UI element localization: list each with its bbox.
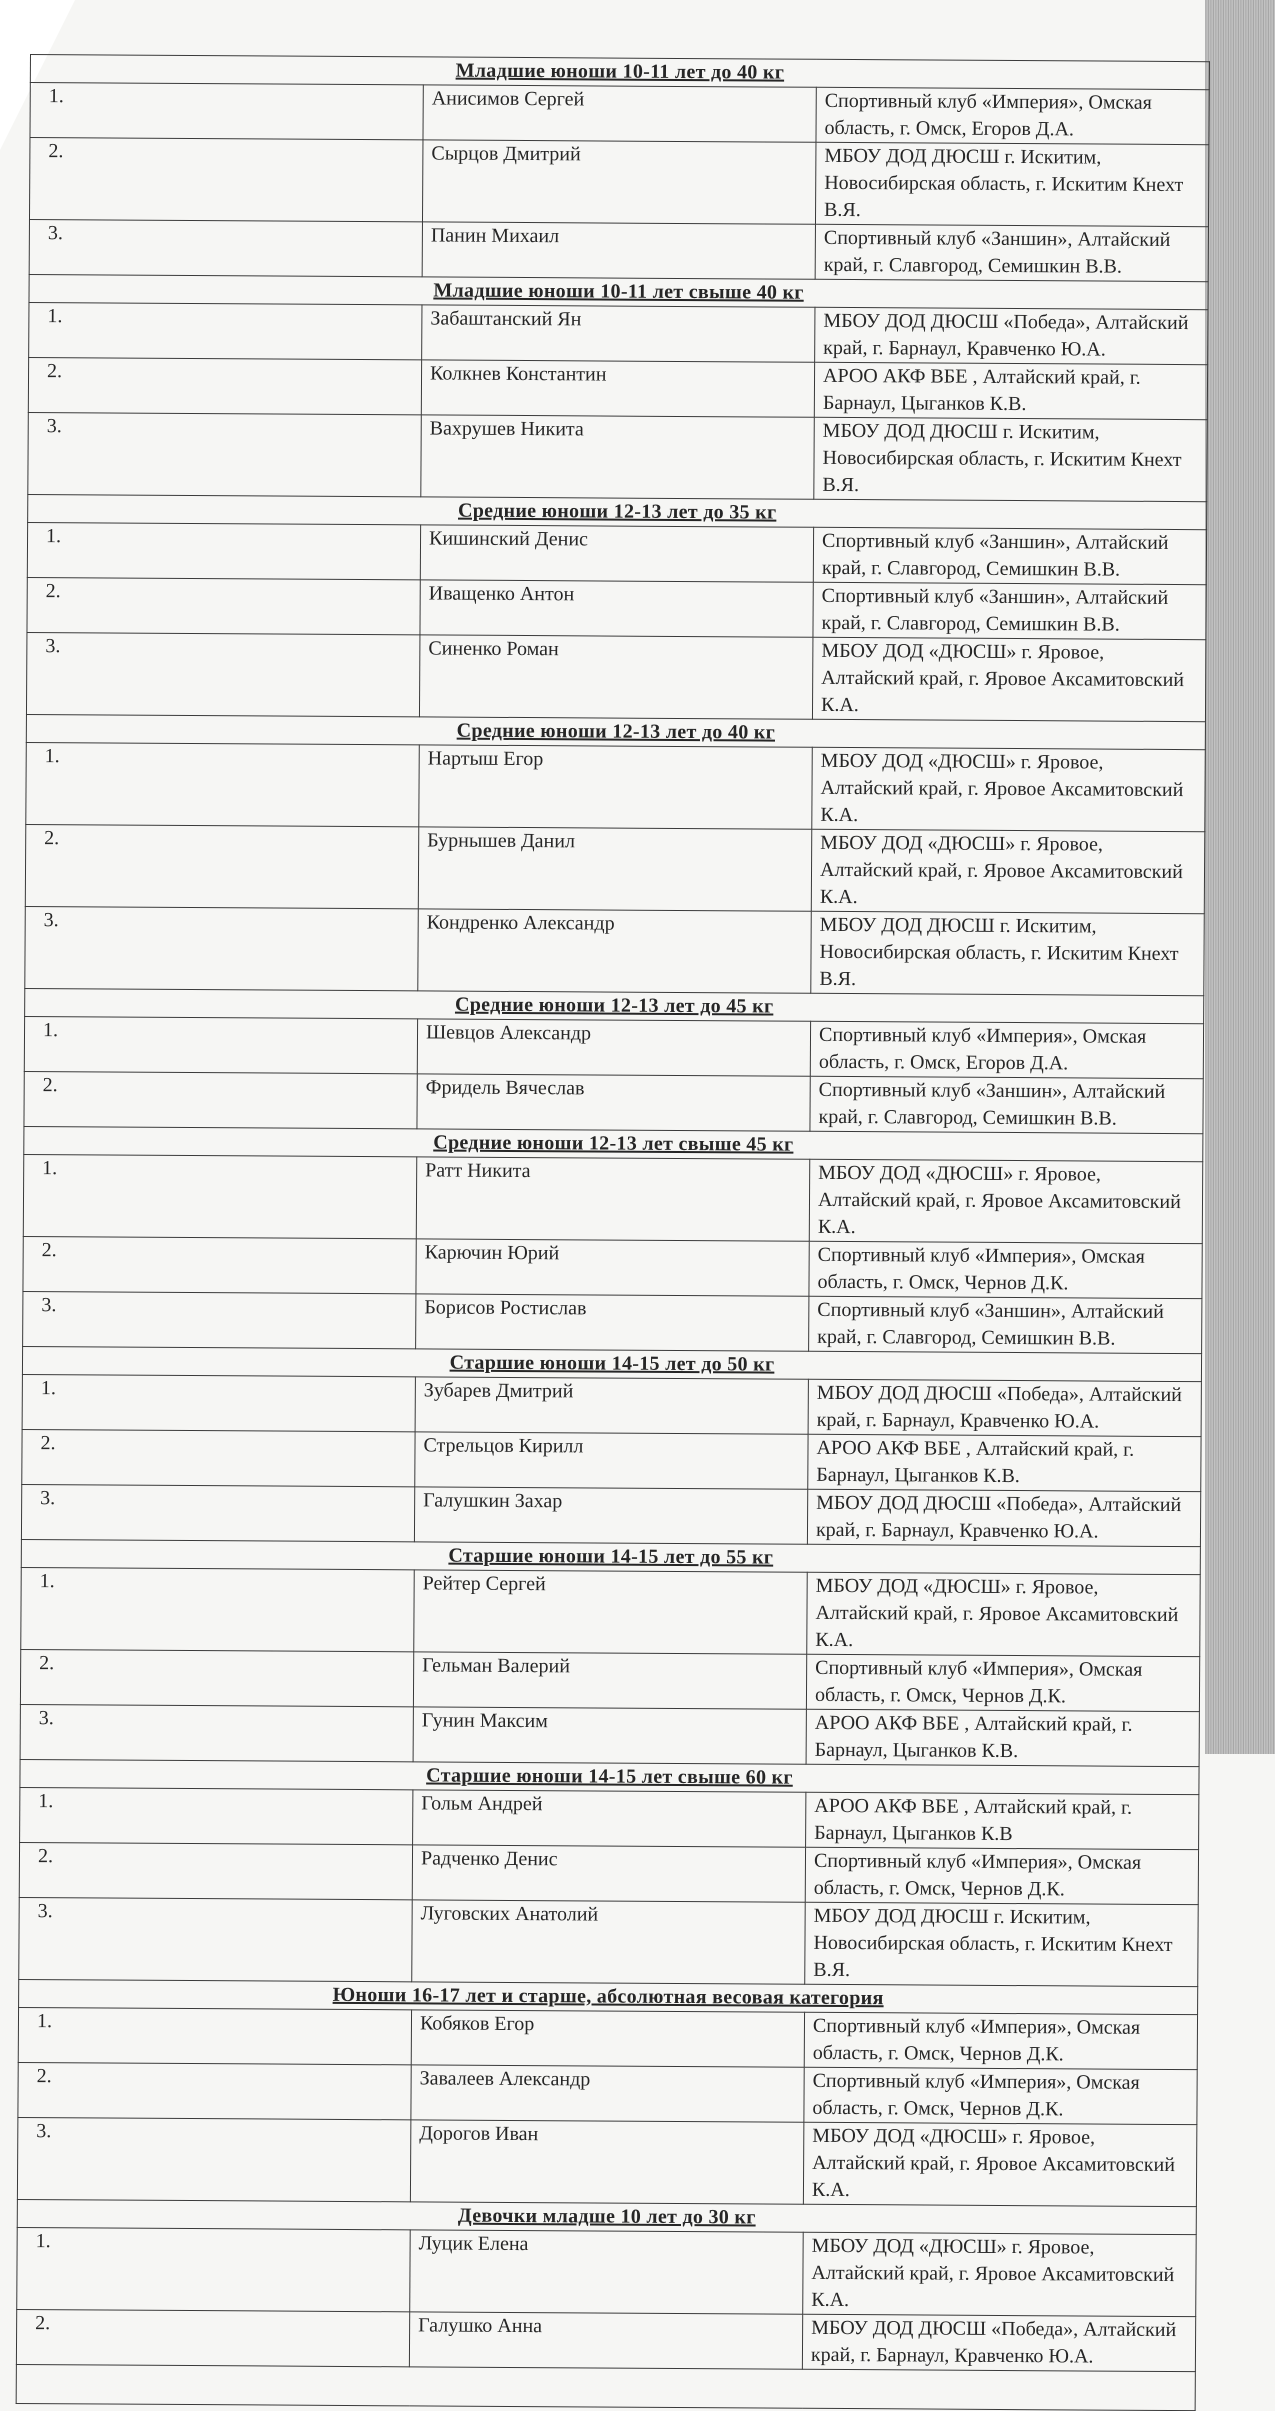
place-cell: 1.: [20, 1787, 413, 1844]
category-title: Средние юноши 12-13 лет свыше 45 кг: [24, 1126, 1203, 1161]
empty-row: [16, 2364, 1195, 2410]
club-cell: МБОУ ДОД ДЮСШ г. Искитим, Новосибирская область, г. Искитим Кнехт В.Я.: [815, 142, 1208, 226]
place-cell: 3.: [29, 219, 422, 276]
athlete-name-cell: Сырцов Дмитрий: [422, 140, 815, 224]
athlete-name-cell: Бурнышев Данил: [418, 827, 811, 911]
results-sheet: [16, 54, 1210, 2411]
athlete-name-cell: Забаштанский Ян: [422, 305, 815, 362]
place-cell: 2.: [22, 1429, 415, 1486]
club-cell: Спортивный клуб «Империя», Омская область, г. Омск, Егоров Д.А.: [810, 1021, 1203, 1078]
place-cell: 1.: [26, 742, 419, 826]
place-cell: 1.: [24, 1016, 417, 1073]
empty-cell: [16, 2364, 1195, 2410]
athlete-name-cell: Иващенко Антон: [420, 580, 813, 637]
athlete-name-cell: Панин Михаил: [422, 222, 815, 279]
club-cell: МБОУ ДОД «ДЮСШ» г. Яровое, Алтайский край, г. Яровое Аксамитовский К.А.: [812, 637, 1205, 721]
table-row: [20, 1704, 1199, 1766]
place-cell: 3.: [25, 906, 418, 990]
place-cell: 1.: [29, 302, 422, 359]
place-cell: 2.: [28, 357, 421, 414]
table-row: [19, 1842, 1198, 1904]
table-row: [23, 1154, 1202, 1243]
athlete-name-cell: Гельман Валерий: [413, 1652, 806, 1709]
athlete-name-cell: Дорогов Иван: [410, 2120, 803, 2204]
athlete-name-cell: Завалеев Александр: [411, 2065, 804, 2122]
table-row: [18, 2007, 1197, 2069]
table-row: [22, 1374, 1201, 1436]
category-title: Младшие юноши 10-11 лет до 40 кг: [30, 55, 1209, 90]
category-title: Средние юноши 12-13 лет до 40 кг: [26, 714, 1205, 749]
athlete-name-cell: Кобяков Егор: [411, 2010, 804, 2067]
category-title: Средние юноши 12-13 лет до 45 кг: [25, 988, 1204, 1023]
athlete-name-cell: Гунин Максим: [413, 1707, 806, 1764]
table-row: [24, 1071, 1203, 1133]
club-cell: МБОУ ДОД «ДЮСШ» г. Яровое, Алтайский край, г. Яровое Аксамитовский К.А.: [812, 747, 1205, 831]
category-title: Старшие юноши 14-15 лет свыше 60 кг: [20, 1759, 1199, 1794]
place-cell: 3.: [17, 2117, 410, 2201]
club-cell: Спортивный клуб «Заншин», Алтайский край, г. Славгород, Семишкин В.В.: [813, 527, 1206, 584]
club-cell: Спортивный клуб «Заншин», Алтайский край, г. Славгород, Семишкин В.В.: [810, 1076, 1203, 1133]
club-cell: МБОУ ДОД «ДЮСШ» г. Яровое, Алтайский край, г. Яровое Аксамитовский К.А.: [807, 1572, 1200, 1656]
table-row: [30, 83, 1209, 145]
category-title: Девочки младше 10 лет до 30 кг: [17, 2199, 1196, 2234]
place-cell: 2.: [24, 1071, 417, 1128]
table-row: [27, 522, 1206, 584]
club-cell: АРОО АКФ ВБЕ , Алтайский край, г. Барнаул, Цыганков К.В.: [814, 362, 1207, 419]
athlete-name-cell: Галушко Анна: [409, 2312, 802, 2369]
club-cell: МБОУ ДОД «ДЮСШ» г. Яровое, Алтайский край, г. Яровое Аксамитовский К.А.: [809, 1159, 1202, 1243]
table-row: [23, 1291, 1202, 1353]
athlete-name-cell: Синенко Роман: [419, 635, 812, 719]
place-cell: 2.: [20, 1649, 413, 1706]
category-title: Младшие юноши 10-11 лет свыше 40 кг: [29, 274, 1208, 309]
results-table: [16, 54, 1210, 2411]
athlete-name-cell: Зубарев Дмитрий: [415, 1377, 808, 1434]
category-title: Старшие юноши 14-15 лет до 50 кг: [22, 1346, 1201, 1381]
table-row: [29, 219, 1208, 281]
place-cell: 3.: [28, 412, 421, 496]
table-row: [25, 824, 1204, 913]
club-cell: МБОУ ДОД ДЮСШ г. Искитим, Новосибирская область, г. Искитим Кнехт В.Я.: [805, 1902, 1198, 1986]
club-cell: МБОУ ДОД «ДЮСШ» г. Яровое, Алтайский край, г. Яровое Аксамитовский К.А.: [811, 829, 1204, 913]
table-row: [23, 1236, 1202, 1298]
place-cell: 2.: [16, 2309, 409, 2366]
club-cell: АРОО АКФ ВБЕ , Алтайский край, г. Барнаул, Цыганков К.В.: [808, 1434, 1201, 1491]
athlete-name-cell: Гольм Андрей: [413, 1790, 806, 1847]
club-cell: Спортивный клуб «Империя», Омская область, г. Омск, Чернов Д.К.: [804, 2067, 1197, 2124]
club-cell: МБОУ ДОД ДЮСШ «Победа», Алтайский край, г. Барнаул, Кравченко Ю.А.: [808, 1379, 1201, 1436]
club-cell: МБОУ ДОД «ДЮСШ» г. Яровое, Алтайский край, г. Яровое Аксамитовский К.А.: [803, 2232, 1196, 2316]
place-cell: 1.: [27, 522, 420, 579]
athlete-name-cell: Кондренко Александр: [418, 909, 811, 993]
table-row: [21, 1567, 1200, 1656]
athlete-name-cell: Карючин Юрий: [416, 1239, 809, 1296]
athlete-name-cell: Луговских Анатолий: [412, 1900, 805, 1984]
place-cell: 1.: [30, 83, 423, 140]
athlete-name-cell: Галушкин Захар: [414, 1487, 807, 1544]
table-row: [28, 412, 1207, 501]
club-cell: МБОУ ДОД ДЮСШ «Победа», Алтайский край, г. Барнаул, Кравченко Ю.А.: [815, 307, 1208, 364]
table-row: [20, 1649, 1199, 1711]
table-row: [17, 2227, 1196, 2316]
athlete-name-cell: Вахрушев Никита: [421, 415, 814, 499]
place-cell: 3.: [26, 632, 419, 716]
club-cell: МБОУ ДОД ДЮСШ г. Искитим, Новосибирская область, г. Искитим Кнехт В.Я.: [814, 417, 1207, 501]
club-cell: Спортивный клуб «Заншин», Алтайский край, г. Славгород, Семишкин В.В.: [815, 224, 1208, 281]
place-cell: 3.: [20, 1704, 413, 1761]
club-cell: Спортивный клуб «Империя», Омская область, г. Омск, Егоров Д.А.: [816, 87, 1209, 144]
place-cell: 2.: [27, 577, 420, 634]
club-cell: Спортивный клуб «Заншин», Алтайский край, г. Славгород, Семишкин В.В.: [809, 1296, 1202, 1353]
table-row: [24, 1016, 1203, 1078]
table-row: [26, 632, 1205, 721]
table-row: [27, 577, 1206, 639]
table-row: [16, 2309, 1195, 2371]
athlete-name-cell: Рейтер Сергей: [414, 1570, 807, 1654]
place-cell: 2.: [23, 1236, 416, 1293]
table-row: [25, 906, 1204, 995]
place-cell: 1.: [22, 1374, 415, 1431]
club-cell: МБОУ ДОД ДЮСШ «Победа», Алтайский край, г. Барнаул, Кравченко Ю.А.: [807, 1489, 1200, 1546]
category-title: Старшие юноши 14-15 лет до 55 кг: [21, 1539, 1200, 1574]
place-cell: 3.: [23, 1291, 416, 1348]
place-cell: 2.: [19, 1842, 412, 1899]
club-cell: Спортивный клуб «Империя», Омская область, г. Омск, Чернов Д.К.: [804, 2012, 1197, 2069]
athlete-name-cell: Кишинский Денис: [420, 525, 813, 582]
athlete-name-cell: Фридель Вячеслав: [417, 1074, 810, 1131]
club-cell: МБОУ ДОД «ДЮСШ» г. Яровое, Алтайский край, г. Яровое Аксамитовский К.А.: [803, 2122, 1196, 2206]
table-row: [28, 357, 1207, 419]
table-row: [29, 302, 1208, 364]
club-cell: Спортивный клуб «Заншин», Алтайский край, г. Славгород, Семишкин В.В.: [813, 582, 1206, 639]
club-cell: АРОО АКФ ВБЕ , Алтайский край, г. Барнаул, Цыганков К.В.: [806, 1709, 1199, 1766]
place-cell: 2.: [25, 824, 418, 908]
club-cell: МБОУ ДОД ДЮСШ г. Искитим, Новосибирская область, г. Искитим Кнехт В.Я.: [811, 911, 1204, 995]
table-row: [20, 1787, 1199, 1849]
athlete-name-cell: Нартыш Егор: [419, 745, 812, 829]
table-row: [19, 1897, 1198, 1986]
athlete-name-cell: Колкнев Константин: [421, 360, 814, 417]
athlete-name-cell: Анисимов Сергей: [423, 85, 816, 142]
club-cell: Спортивный клуб «Империя», Омская область, г. Омск, Чернов Д.К.: [806, 1654, 1199, 1711]
athlete-name-cell: Радченко Денис: [412, 1845, 805, 1902]
place-cell: 2.: [18, 2062, 411, 2119]
place-cell: 1.: [21, 1567, 414, 1651]
category-title: Средние юноши 12-13 лет до 35 кг: [28, 494, 1207, 529]
athlete-name-cell: Ратт Никита: [416, 1157, 809, 1241]
place-cell: 2.: [29, 138, 422, 222]
results-table-body: [16, 55, 1209, 2411]
athlete-name-cell: Луцик Елена: [410, 2230, 803, 2314]
club-cell: Спортивный клуб «Империя», Омская область, г. Омск, Чернов Д.К.: [805, 1847, 1198, 1904]
athlete-name-cell: Стрельцов Кирилл: [415, 1432, 808, 1489]
place-cell: 3.: [19, 1897, 412, 1981]
category-title: Юноши 16-17 лет и старше, абсолютная весовая категория: [19, 1979, 1198, 2014]
table-row: [18, 2062, 1197, 2124]
table-row: [21, 1484, 1200, 1546]
athlete-name-cell: Шевцов Александр: [417, 1019, 810, 1076]
table-row: [26, 742, 1205, 831]
table-row: [22, 1429, 1201, 1491]
place-cell: 3.: [21, 1484, 414, 1541]
place-cell: 1.: [23, 1154, 416, 1238]
athlete-name-cell: Борисов Ростислав: [416, 1294, 809, 1351]
club-cell: АРОО АКФ ВБЕ , Алтайский край, г. Барнаул, Цыганков К.В: [806, 1792, 1199, 1849]
place-cell: 1.: [17, 2227, 410, 2311]
table-row: [17, 2117, 1196, 2206]
club-cell: МБОУ ДОД ДЮСШ «Победа», Алтайский край, г. Барнаул, Кравченко Ю.А.: [802, 2314, 1195, 2371]
page-stack-edge: [1205, 0, 1275, 1754]
table-row: [29, 138, 1208, 227]
club-cell: Спортивный клуб «Империя», Омская область, г. Омск, Чернов Д.К.: [809, 1241, 1202, 1298]
place-cell: 1.: [18, 2007, 411, 2064]
